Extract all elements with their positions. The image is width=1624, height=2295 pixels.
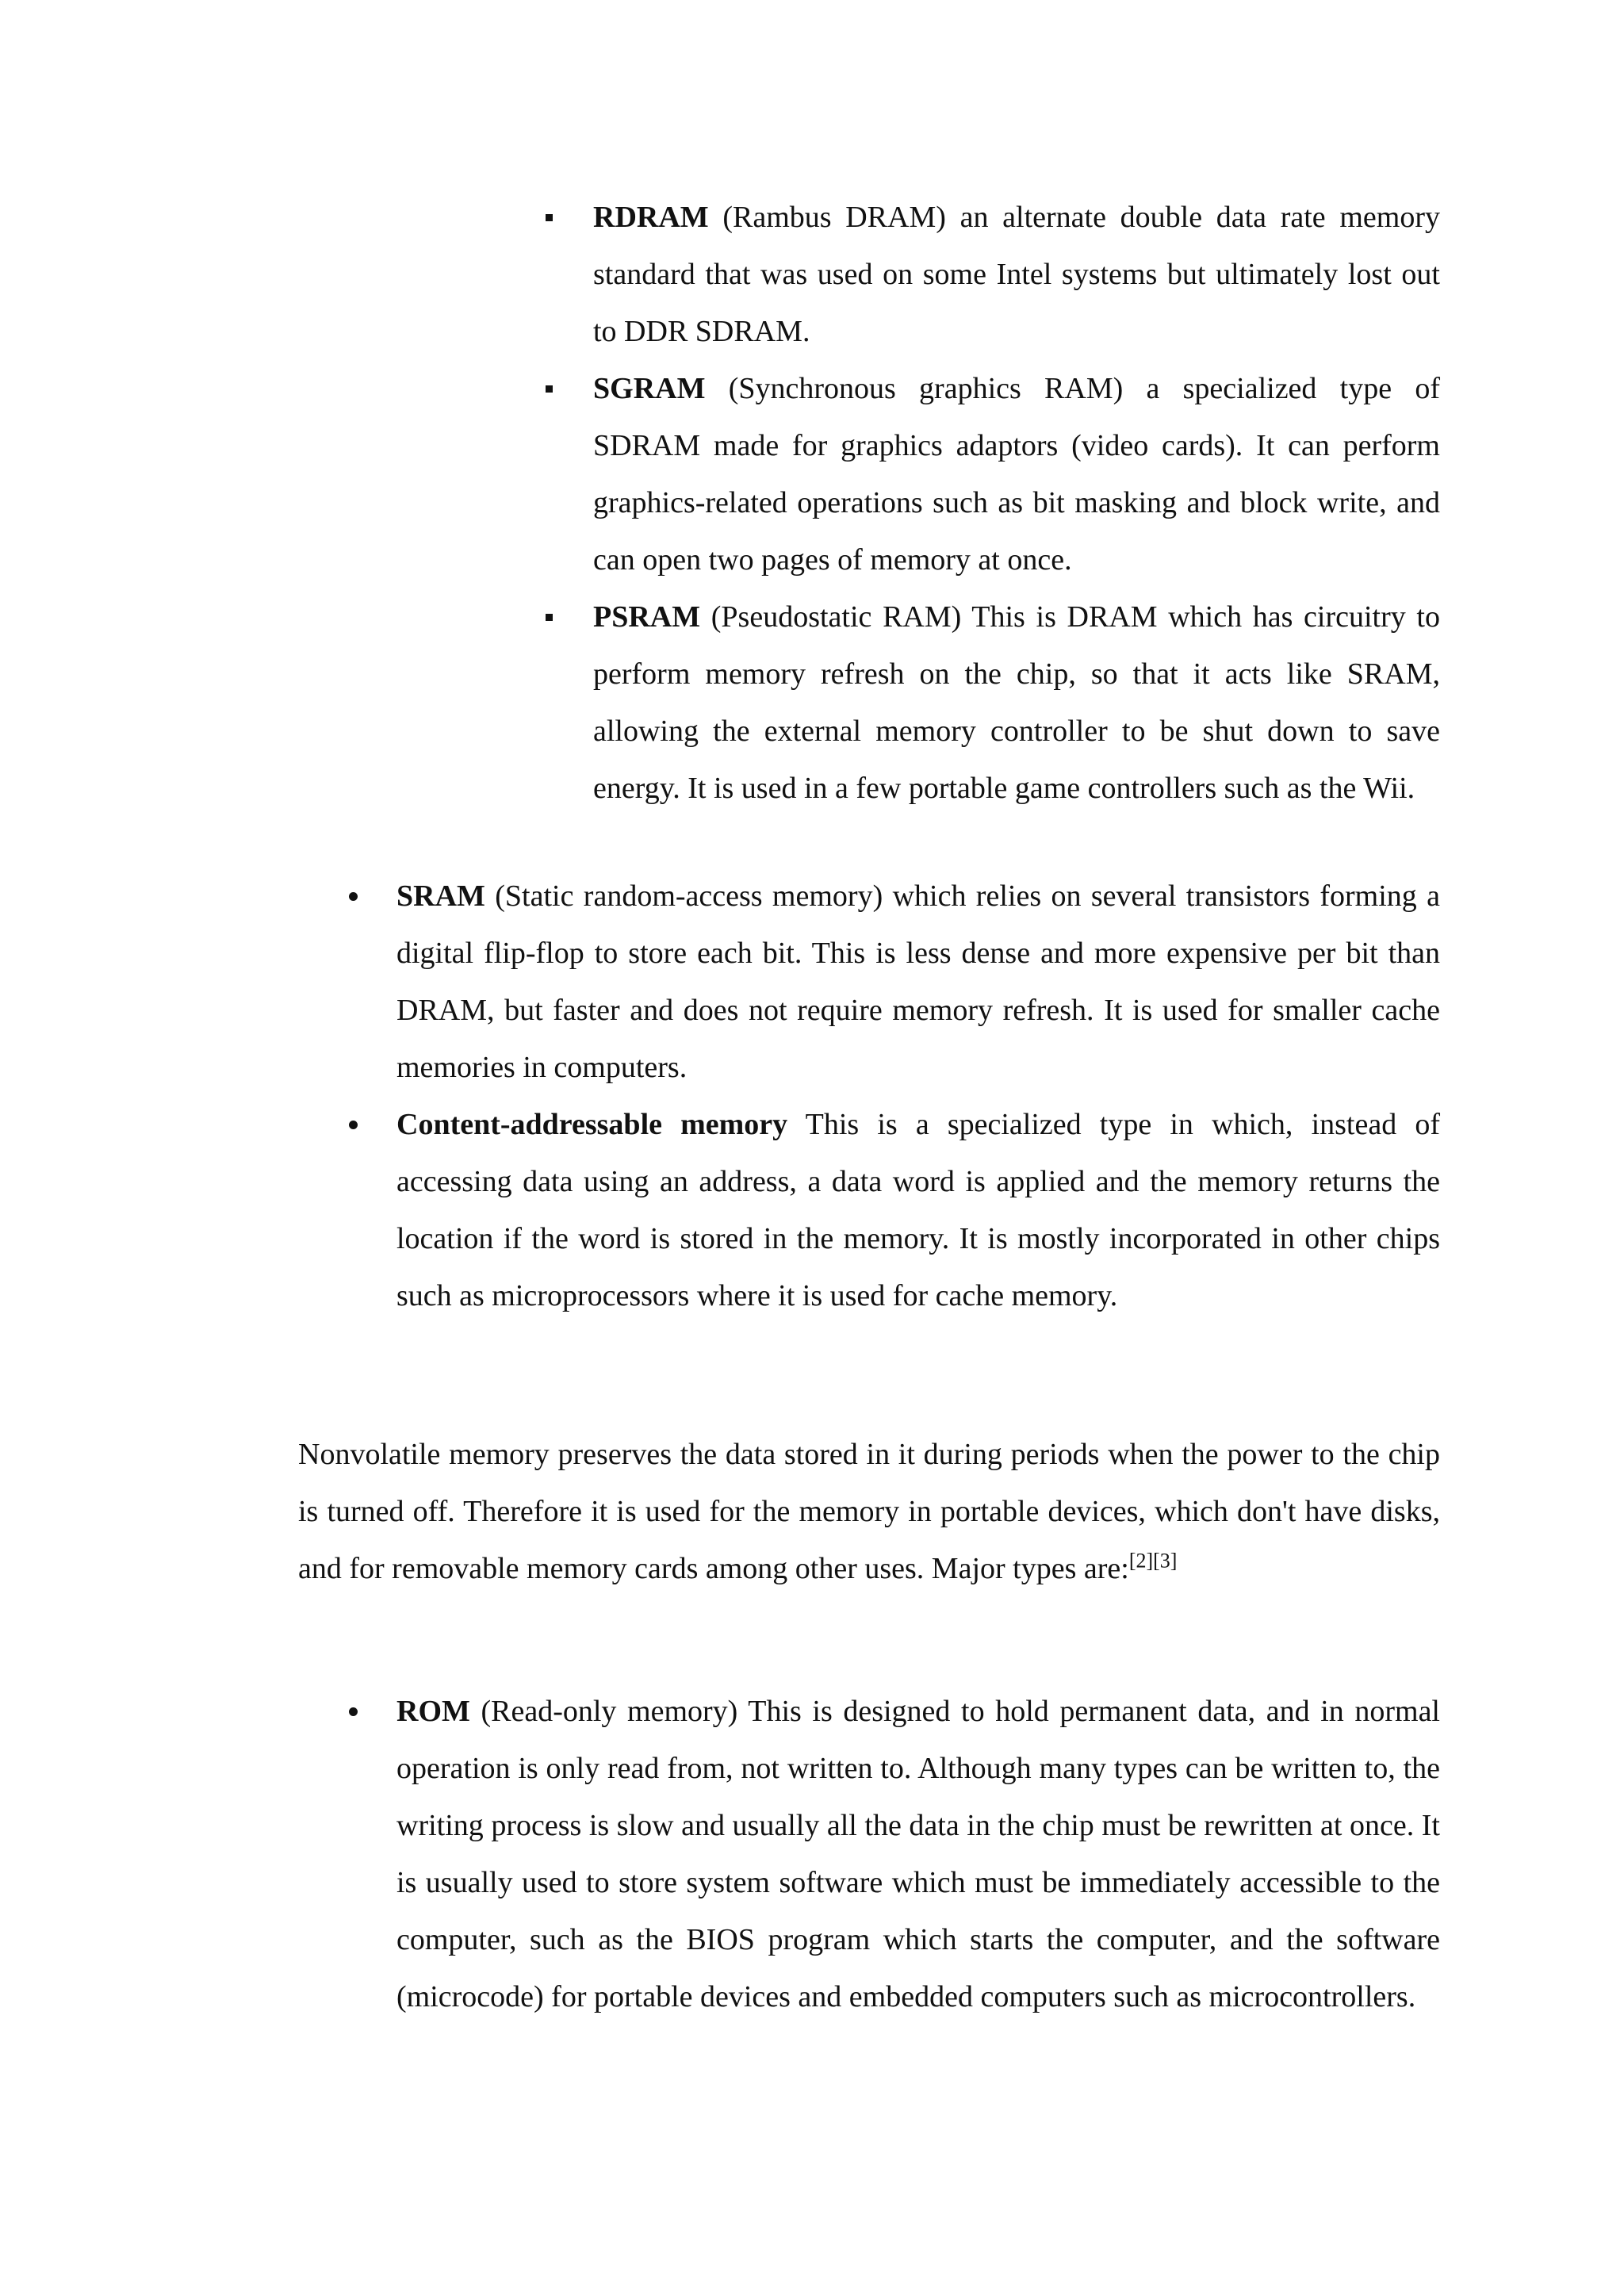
term-rdram: RDRAM [593,201,709,234]
list-item-content-addressable-memory [349,1096,1440,1324]
dram-subtypes-list [546,189,1440,817]
list-item-rdram [546,189,1440,360]
term-sgram: SGRAM [593,372,706,405]
reference-superscript: [2][3] [1128,1549,1178,1573]
nonvolatile-types-list [349,1683,1440,2025]
list-item-rom [349,1683,1440,2025]
term-content-addressable-memory: Content-addressable memory [396,1108,788,1141]
round-bullet-icon [349,1707,358,1716]
paragraph-text: Nonvolatile memory preserves the data stored in it during periods when the power to the chip is turned off. Therefore it is used for the memory in portable devices, which don't have disks, and for removable memory cards among other uses. Major types are: [298,1438,1440,1585]
term-rom: ROM [396,1695,470,1728]
term-psram: PSRAM [593,600,701,634]
list-item-sram [349,868,1440,1096]
list-item-sgram [546,360,1440,588]
round-bullet-icon [349,1121,358,1129]
description-sgram: (Synchronous graphics RAM) a specialized type of SDRAM made for graphics adaptors (video cards). It can perform graphics-related operations such as bit masking and block write, and can open two pages of memory at once. [593,372,1440,577]
description-sram: (Static random-access memory) which relies on several transistors forming a digital flip-flop to store each bit. This is less dense and more expensive per bit than DRAM, but faster and does not require memory refresh. It is used for smaller cache memories in computers. [396,879,1440,1084]
round-bullet-icon [349,892,358,901]
memory-types-list [349,868,1440,1324]
term-sram: SRAM [396,879,485,913]
square-bullet-icon [546,214,553,221]
square-bullet-icon [546,614,553,621]
description-rdram: (Rambus DRAM) an alternate double data rate memory standard that was used on some Intel systems but ultimately lost out to DDR SDRAM. [593,201,1440,348]
description-psram: (Pseudostatic RAM) This is DRAM which has circuitry to perform memory refresh on the chip, so that it acts like SRAM, allowing the external memory controller to be shut down to save energy. It is used in a few portable game controllers such as the Wii. [593,600,1440,805]
nonvolatile-memory-paragraph [298,1426,1440,1597]
list-item-psram [546,588,1440,817]
square-bullet-icon [546,385,553,393]
description-content-addressable-memory: This is a specialized type in which, instead of accessing data using an address, a data word is applied and the memory returns the location if the word is stored in the memory. It is mostly incorporated in other chips such as microprocessors where it is used for cache memory. [396,1108,1441,1312]
description-rom: (Read-only memory) This is designed to hold permanent data, and in normal operation is only read from, not written to. Although many types can be written to, the writing process is slow and usually all the data in the chip must be rewritten at once. It is usually used to store system software which must be immediately accessible to the computer, such as the BIOS program which starts the computer, and the software (microcode) for portable devices and embedded computers such as microcontrollers. [396,1695,1440,2013]
